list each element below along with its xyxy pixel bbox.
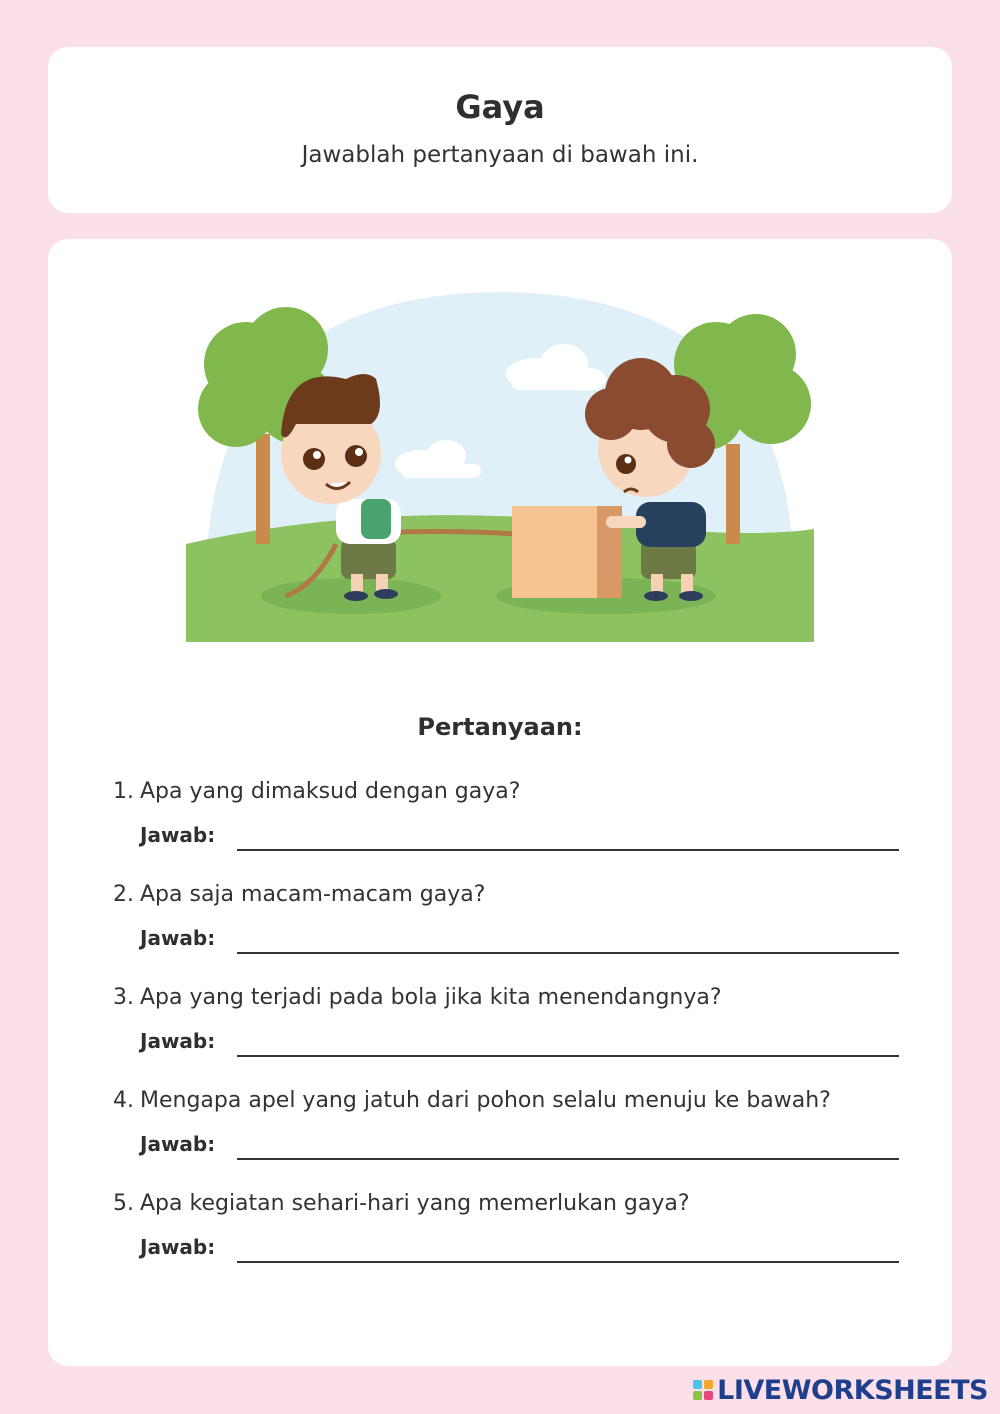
question-text: Apa saja macam-macam gaya? xyxy=(140,882,486,907)
question-item xyxy=(104,779,904,853)
answer-label: Jawab: xyxy=(140,1132,216,1156)
answer-field[interactable] xyxy=(237,1027,899,1057)
answer-field[interactable] xyxy=(237,924,899,954)
questions-heading: Pertanyaan: xyxy=(417,713,583,741)
question-text: Apa kegiatan sehari-hari yang memerlukan gaya? xyxy=(140,1191,690,1216)
worksheet-card xyxy=(48,239,952,1366)
tug-and-push-illustration xyxy=(186,284,814,642)
liveworksheets-brand[interactable] xyxy=(693,1372,988,1408)
page-title: Gaya xyxy=(455,88,545,126)
question-number: 3. xyxy=(113,985,134,1010)
page-instructions: Jawablah pertanyaan di bawah ini. xyxy=(301,142,699,168)
question-number: 4. xyxy=(113,1088,134,1113)
question-text: Apa yang terjadi pada bola jika kita menendangnya? xyxy=(140,985,722,1010)
question-item xyxy=(104,985,904,1059)
header-card xyxy=(48,47,952,213)
answer-label: Jawab: xyxy=(140,823,216,847)
answer-label: Jawab: xyxy=(140,1235,216,1259)
question-item xyxy=(104,1191,904,1265)
question-number: 2. xyxy=(113,882,134,907)
answer-field[interactable] xyxy=(237,1233,899,1263)
brand-name: LIVEWORKSHEETS xyxy=(717,1374,988,1406)
answer-field[interactable] xyxy=(237,821,899,851)
box-icon xyxy=(512,506,622,598)
answer-label: Jawab: xyxy=(140,926,216,950)
liveworksheets-logo-icon xyxy=(693,1380,713,1400)
question-item xyxy=(104,882,904,956)
question-item xyxy=(104,1088,904,1162)
answer-label: Jawab: xyxy=(140,1029,216,1053)
question-text: Apa yang dimaksud dengan gaya? xyxy=(140,779,521,804)
question-number: 1. xyxy=(113,779,134,804)
answer-field[interactable] xyxy=(237,1130,899,1160)
question-number: 5. xyxy=(113,1191,134,1216)
question-text: Mengapa apel yang jatuh dari pohon selalu menuju ke bawah? xyxy=(140,1088,831,1113)
